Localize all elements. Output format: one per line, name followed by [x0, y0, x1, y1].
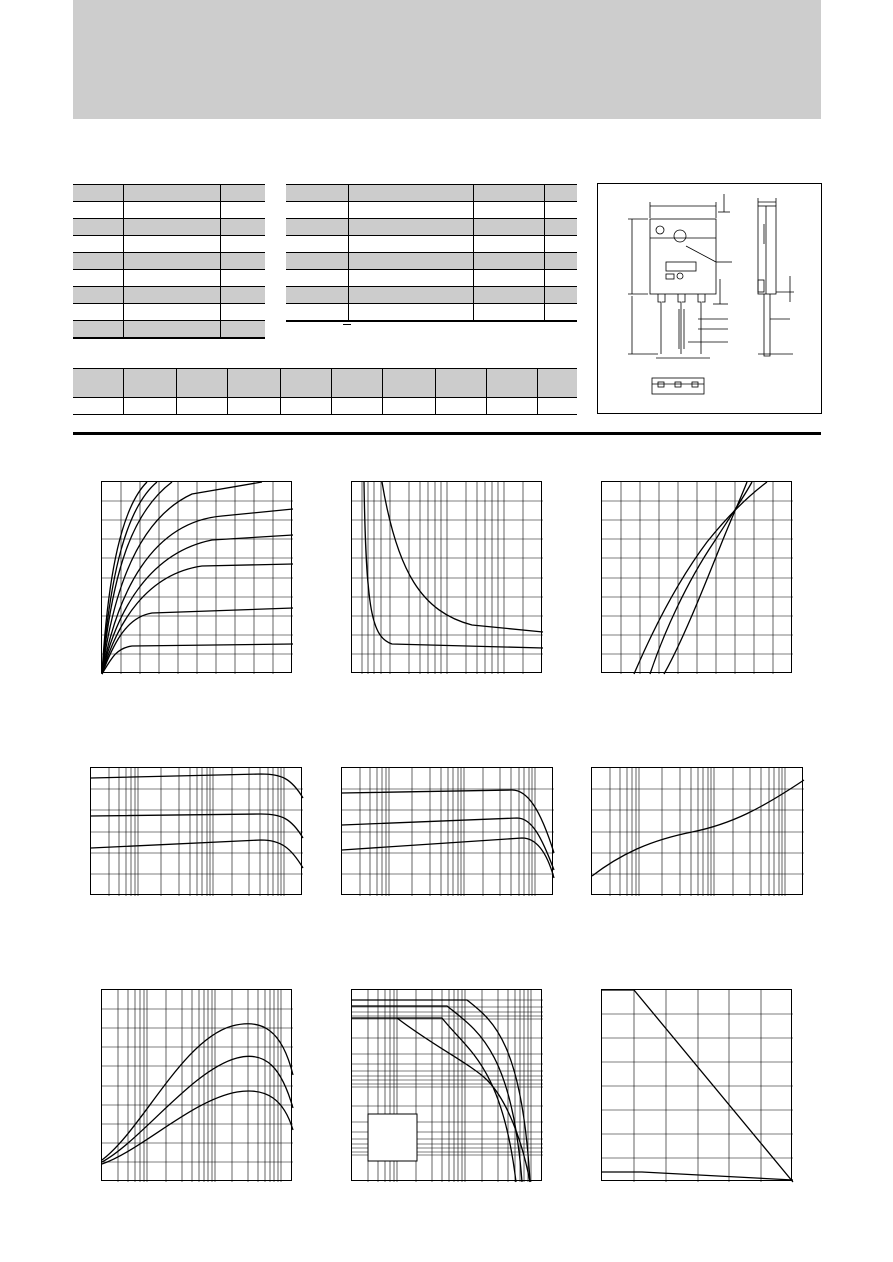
spec-table-bottom: [73, 368, 577, 415]
graph-8-plot: [352, 990, 543, 1182]
header-band: [73, 0, 821, 119]
graph-1-plot: [102, 482, 293, 674]
package-outline: [597, 183, 822, 414]
spec-table-right: [286, 184, 577, 322]
graph-8: [351, 989, 542, 1181]
section-divider: [73, 432, 821, 435]
graph-4: [90, 767, 302, 895]
overline-mark: [343, 324, 351, 325]
graph-3: [601, 481, 792, 673]
spec-table-left: [73, 184, 265, 339]
graph-6-plot: [592, 768, 804, 896]
graph-4-plot: [91, 768, 303, 896]
graph-6: [591, 767, 803, 895]
graph-5: [341, 767, 553, 895]
graph-7: [101, 989, 292, 1181]
graph-9-plot: [602, 990, 793, 1182]
graph-5-plot: [342, 768, 554, 896]
graph-2: [351, 481, 542, 673]
graph-9: [601, 989, 792, 1181]
graph-7-plot: [102, 990, 293, 1182]
graph-1: [101, 481, 292, 673]
package-outline-drawing: [598, 184, 821, 413]
graph-3-plot: [602, 482, 793, 674]
graph-2-plot: [352, 482, 543, 674]
